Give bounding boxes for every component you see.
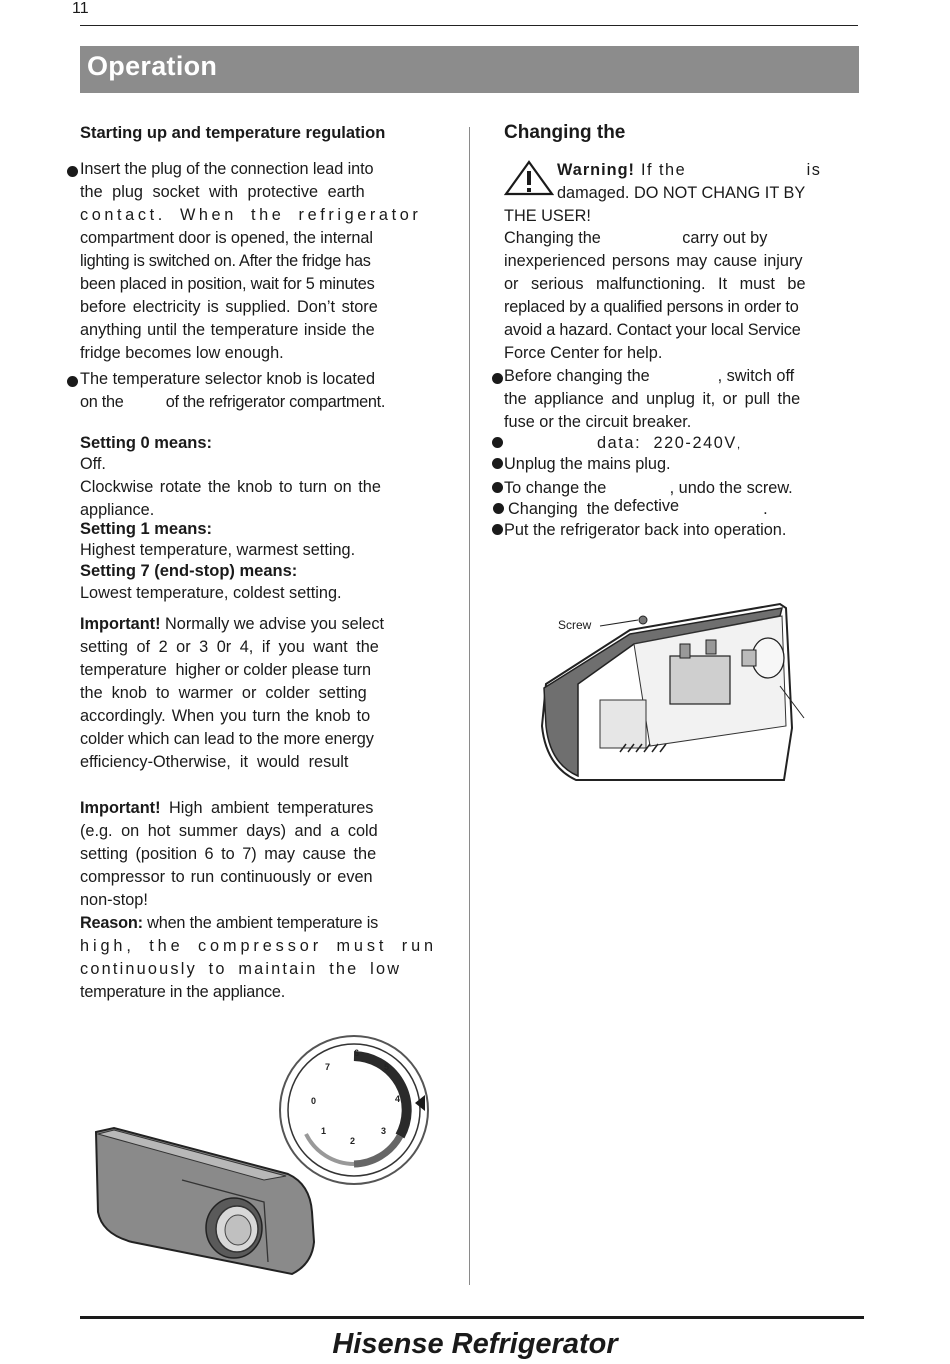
bottom-rule (80, 1316, 864, 1319)
text-line: contact. When the refrigerator (80, 206, 422, 224)
warning-line-2: damaged. DO NOT CHANG IT BY (557, 184, 806, 202)
text-line: Changing the (508, 500, 610, 518)
setting0-heading: Setting 0 means: (80, 434, 213, 452)
text-line: inexperienced persons may cause injury (504, 252, 803, 270)
bullet-unplug: Unplug the mains plug. (504, 455, 671, 473)
bullet-dot (492, 524, 503, 535)
text-line: . (763, 500, 768, 518)
replacement-paragraph (504, 227, 860, 365)
rating-data-mark: , (736, 437, 742, 451)
dial-number: 4 (395, 1094, 401, 1104)
warning-label: Warning! (557, 161, 635, 179)
bullet-before-changing (504, 365, 860, 434)
text-line: accordingly. When you turn the knob to (80, 707, 371, 725)
text-line: high, the compressor must run (80, 937, 437, 955)
page-number: 11 (72, 0, 89, 17)
knob-center (225, 1215, 251, 1245)
top-rule (80, 25, 858, 26)
text-line: The temperature selector knob is located (80, 370, 376, 388)
text-line: setting of 2 or 3 0r 4, if you want the (80, 638, 379, 656)
setting1-text: Highest temperature, warmest setting. (80, 541, 356, 559)
dial-number: 3 (381, 1126, 387, 1136)
text-line: colder which can lead to the more energy (80, 730, 374, 748)
text-line: replaced by a qualified persons in order to (504, 298, 799, 316)
housing-shell (96, 1128, 314, 1274)
text-line: (e.g. on hot summer days) and a cold (80, 822, 378, 840)
warning-line-3: THE USER! (504, 207, 591, 225)
switch-tab (706, 640, 716, 654)
bullet-dot (492, 458, 503, 469)
text-line: avoid a hazard. Contact your local Service (504, 321, 801, 339)
reason-label: Reason: (80, 914, 143, 932)
text-line: defective (613, 497, 680, 515)
important-label: Important! (80, 615, 161, 633)
text-line: appliance. (80, 501, 155, 519)
setting1-heading: Setting 1 means: (80, 520, 213, 538)
text-line: the plug socket with protective earth (80, 183, 365, 201)
lamp-socket (742, 650, 756, 666)
control-housing-illustration (88, 1124, 320, 1294)
warning-triangle-icon (504, 160, 554, 196)
screw-icon (639, 616, 647, 624)
text-line: the appliance and unplug it, or pull the (504, 390, 801, 408)
important-label: Important! (80, 799, 161, 817)
text-line: Off. (80, 455, 106, 473)
dial-number: 0 (311, 1096, 317, 1106)
text-line: If the is (634, 161, 822, 179)
text-line: lighting is switched on. After the fridge has (80, 252, 371, 270)
text-line: Clockwise rotate the knob to turn on the (80, 478, 381, 496)
dial-number: 1 (321, 1126, 327, 1136)
left-heading: Starting up and temperature regulation (80, 124, 386, 142)
text-line: efficiency-Otherwise, it would result (80, 753, 349, 771)
text-line: been placed in position, wait for 5 minutes (80, 275, 375, 293)
text-line: High ambient temperatures (160, 799, 374, 817)
text-line: non-stop! (80, 891, 148, 909)
text-line: fuse or the circuit breaker. (504, 413, 692, 431)
text-line: setting (position 6 to 7) may cause the (80, 845, 377, 863)
bullet-dot (493, 503, 504, 514)
text-line: anything until the temperature inside the (80, 321, 375, 339)
housing-bracket (600, 700, 646, 748)
rating-data-text: data: 220-240V (597, 434, 737, 452)
text-line: Force Center for help. (504, 344, 663, 362)
dial-number: 7 (325, 1062, 331, 1072)
bullet-dot (67, 376, 78, 387)
text-line: or serious malfunctioning. It must be (504, 275, 806, 293)
text-line: compartment door is opened, the internal (80, 229, 373, 247)
text-line: on the of the refrigerator compartment. (80, 393, 386, 411)
text-line: Insert the plug of the connection lead into (80, 160, 374, 178)
screw-leader-line (600, 620, 638, 626)
text-line: when the ambient temperature is (142, 914, 379, 932)
text-line: Normally we advise you select (160, 615, 385, 633)
section-title: Operation (87, 51, 218, 81)
bullet-dot (67, 166, 78, 177)
text-line: the knob to warmer or colder setting (80, 684, 367, 702)
text-line: continuously to maintain the low (80, 960, 402, 978)
setting7-heading: Setting 7 (end-stop) means: (80, 562, 298, 580)
setting7-text: Lowest temperature, coldest setting. (80, 584, 342, 602)
lamp-bulb-icon (752, 638, 784, 678)
text-line: temperature higher or colder please turn (80, 661, 371, 679)
bullet-dot (492, 482, 503, 493)
switch-tab (680, 644, 690, 658)
text-line: before electricity is supplied. Don’t store (80, 298, 378, 316)
dial-number: 5 (384, 1062, 390, 1072)
text-line: temperature in the appliance. (80, 983, 286, 1001)
bullet-dot (492, 373, 503, 384)
lamp-housing-illustration (530, 596, 810, 792)
screw-label: Screw (558, 618, 592, 632)
column-divider (469, 127, 470, 1285)
text-line: compressor to run continuously or even (80, 868, 373, 886)
text-line: Before changing the , switch off (504, 367, 795, 385)
right-heading: Changing the (504, 122, 626, 143)
footer-brand: Hisense Refrigerator (332, 1328, 618, 1360)
bullet-back-operation: Put the refrigerator back into operation. (504, 521, 787, 539)
bullet-undo-screw: To change the , undo the screw. (504, 479, 793, 497)
switch-block (670, 656, 730, 704)
important-note-2 (80, 797, 435, 1004)
bullet-dot (492, 437, 503, 448)
setting0-text (80, 453, 435, 522)
bullet-knob-location (80, 368, 435, 414)
text-line: Changing the carry out by (504, 229, 768, 247)
important-note-1 (80, 613, 435, 774)
dial-number: 2 (350, 1136, 356, 1146)
warning-line-1 (557, 159, 821, 182)
bullet-insert-plug (80, 158, 435, 365)
dial-number: 6 (354, 1048, 360, 1058)
text-line: fridge becomes low enough. (80, 344, 284, 362)
bullet-changing-defective (508, 498, 768, 521)
